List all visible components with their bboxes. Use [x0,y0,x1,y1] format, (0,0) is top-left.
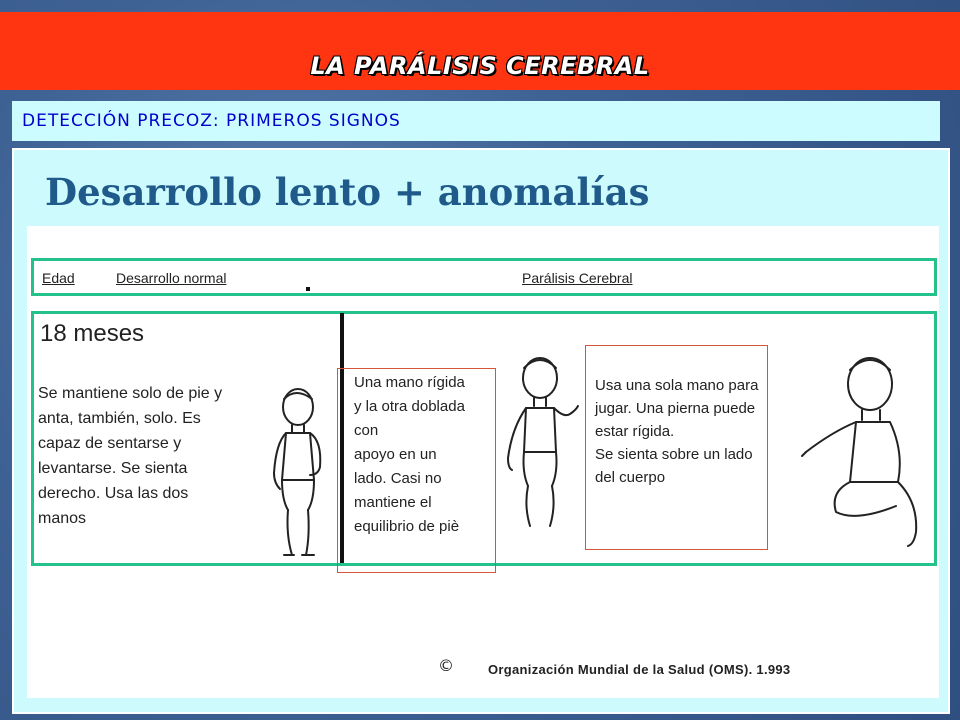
normal-line: manos [38,510,87,527]
cp-line: con [354,422,379,439]
source-credit: Organización Mundial de la Salud (OMS). 1.993 [488,662,791,677]
age-value: 18 meses [40,320,145,347]
slide-heading: Desarrollo lento + anomalías [45,170,650,214]
cp-line: mantiene el [354,494,432,511]
cp-line: jugar. Una pierna puede [595,400,756,417]
cp-child-illustration-2 [800,350,930,550]
header-age: Edad [42,270,75,286]
cp-description-2 [595,374,758,489]
copyright-symbol: © [438,656,454,675]
normal-description [38,381,222,531]
header-normal: Desarrollo normal [116,270,227,286]
normal-line: anta, también, solo. Es [38,410,201,427]
header-cp: Parálisis Cerebral [522,270,633,286]
cp-line: lado. Casi no [354,470,442,487]
cp-line: Se sienta sobre un lado [595,446,753,463]
cp-line: equilibrio de piè [354,518,460,535]
cp-description-1 [354,371,465,539]
cp-line: Usa una sola mano para [595,377,759,394]
header-dot [306,287,310,291]
slide-subtitle: DETECCIÓN PRECOZ: PRIMEROS SIGNOS [22,111,401,131]
cp-child-illustration-1 [498,352,582,532]
normal-line: levantarse. Se sienta [38,460,188,477]
normal-line: Se mantiene solo de pie y [38,385,223,402]
standing-child-illustration [262,385,332,563]
slide-title: LA PARÁLISIS CEREBRAL [310,52,650,80]
normal-line: derecho. Usa las dos [38,485,189,502]
cp-line: y la otra doblada [354,398,465,415]
cp-line: estar rígida. [595,423,675,440]
cp-line: Una mano rígida [354,374,465,391]
normal-line: capaz de sentarse y [38,435,182,452]
cp-line: apoyo en un [354,446,437,463]
cp-line: del cuerpo [595,469,666,486]
